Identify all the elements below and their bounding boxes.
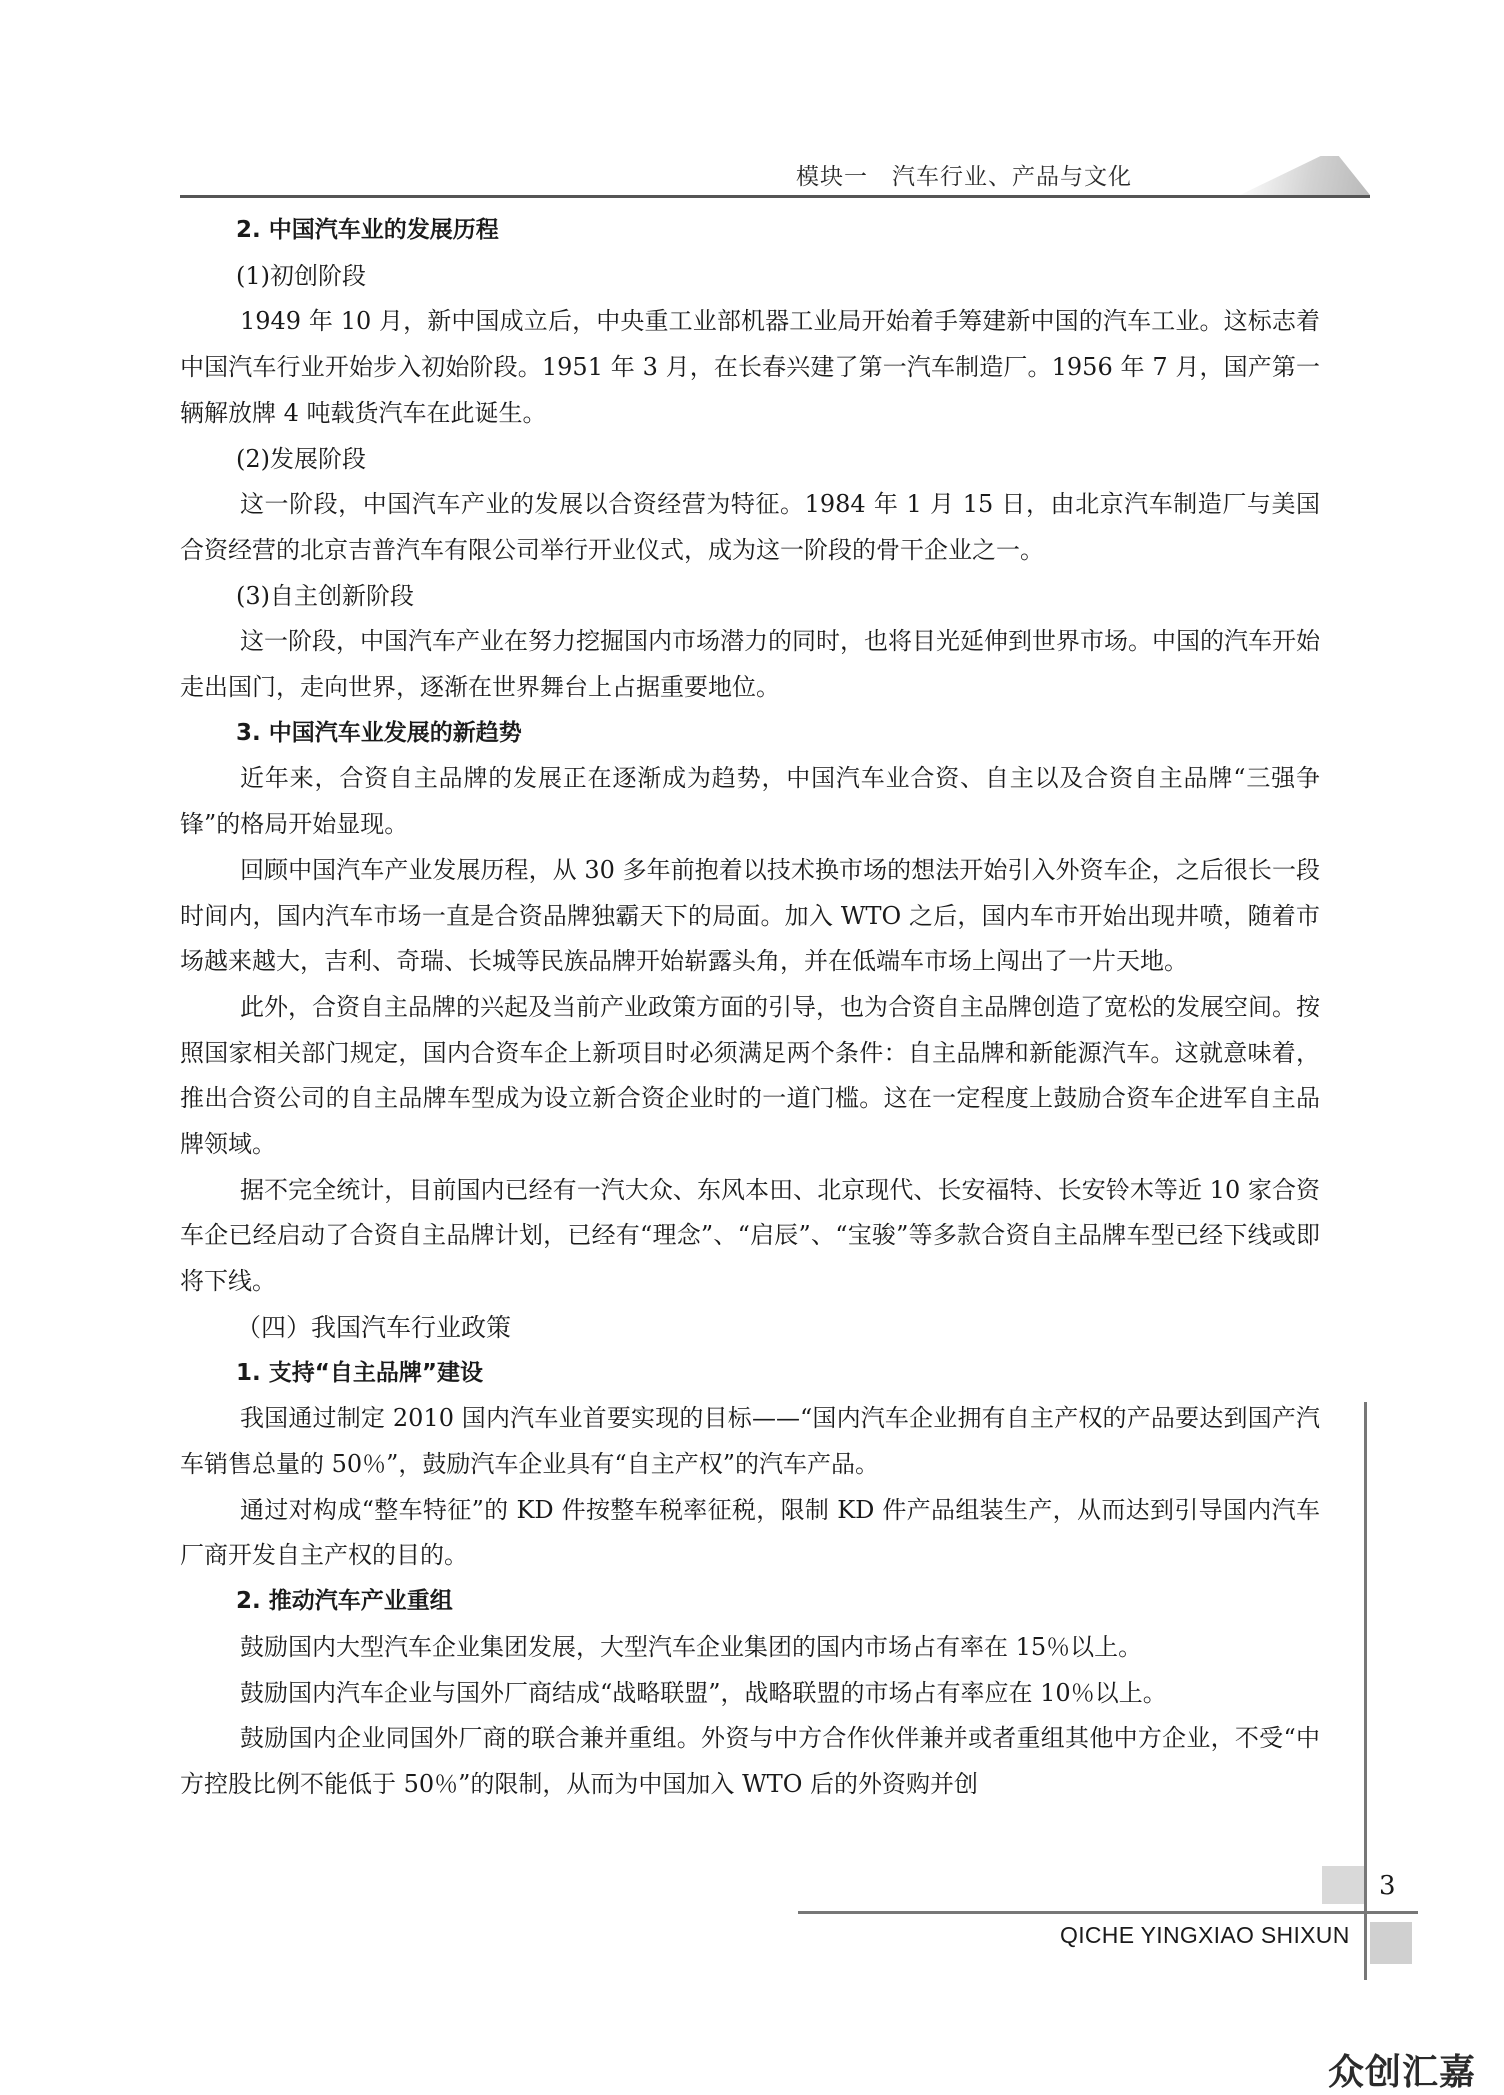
heading-trend: 3. 中国汽车业发展的新趋势 <box>236 719 522 746</box>
stage2-paragraph: 这一阶段，中国汽车产业的发展以合资经营为特征。1984 年 1 月 15 日，由北京汽车制造厂与美国合资经营的北京吉普汽车有限公司举行开业仪式，成为这一阶段的骨干企业之一。 <box>180 490 1320 564</box>
trend-paragraph-1: 近年来，合资自主品牌的发展正在逐渐成为趋势，中国汽车业合资、自主以及合资自主品牌“三强争锋”的格局开始显现。 <box>180 764 1320 839</box>
page-body <box>180 208 1320 1808</box>
header-rule <box>180 195 1370 198</box>
trend-paragraph-2: 回顾中国汽车产业发展历程，从 30 多年前抱着以技术换市场的想法开始引入外资车企，之后很长一段时间内，国内汽车市场一直是合资品牌独霸天下的局面。加入 WTO 之后，国内车市开始出现井喷，随着市场越来越大，吉利、奇瑞、长城等民族品牌开始崭露头角，并在低端车市场上闯出了一片天地。 <box>180 855 1320 976</box>
heading-policy-2: 2. 推动汽车产业重组 <box>236 1588 453 1615</box>
section-title-policy: （四）我国汽车行业政策 <box>236 1312 512 1342</box>
heading-history: 2. 中国汽车业的发展历程 <box>236 217 499 243</box>
stage1-paragraph: 1949 年 10 月，新中国成立后，中央重工业部机器工业局开始着手筹建新中国的汽车工业。这标志着中国汽车行业开始步入初始阶段。1951 年 3 月，在长春兴建了第一汽车制造厂。1956 年 7 月，国产第一辆解放牌 4 吨载货汽车在此诞生。 <box>180 307 1320 427</box>
page-number: 3 <box>1379 1871 1396 1901</box>
footer-rule <box>798 1911 1418 1914</box>
trend-paragraph-4: 据不完全统计，目前国内已经有一汽大众、东风本田、北京现代、长安福特、长安铃木等近 10 家合资车企已经启动了合资自主品牌计划，已经有“理念”、“启辰”、“宝骏”等多款合资自主品牌车型已经下线或即将下线。 <box>180 1175 1320 1296</box>
policy1-paragraph-2: 通过对构成“整车特征”的 KD 件按整车税率征税，限制 KD 件产品组装生产，从而达到引导国内汽车厂商开发自主产权的目的。 <box>180 1495 1320 1570</box>
policy2-paragraph-1: 鼓励国内大型汽车企业集团发展，大型汽车企业集团的国内市场占有率在 15％以上。 <box>240 1632 1143 1661</box>
stage3-paragraph: 这一阶段，中国汽车产业在努力挖掘国内市场潜力的同时，也将目光延伸到世界市场。中国的汽车开始走出国门，走向世界，逐渐在世界舞台上占据重要地位。 <box>180 627 1320 702</box>
footer-book-title: QICHE YINGXIAO SHIXUN <box>1060 1922 1350 1948</box>
policy2-paragraph-3: 鼓励国内企业同国外厂商的联合兼并重组。外资与中方合作伙伴兼并或者重组其他中方企业，不受“中方控股比例不能低于 50％”的限制，从而为中国加入 WTO 后的外资购并创 <box>180 1724 1320 1798</box>
stage1-title: (1)初创阶段 <box>236 261 366 290</box>
policy1-paragraph-1: 我国通过制定 2010 国内汽车业首要实现的目标——“国内汽车企业拥有自主产权的产品要达到国产汽车销售总量的 50％”，鼓励汽车企业具有“自主产权”的汽车产品。 <box>180 1404 1320 1478</box>
stage3-title: (3)自主创新阶段 <box>236 581 414 610</box>
page-box-decoration <box>1322 1866 1364 1904</box>
heading-policy-1: 1. 支持“自主品牌”建设 <box>236 1359 483 1386</box>
trend-paragraph-3: 此外，合资自主品牌的兴起及当前产业政策方面的引导，也为合资自主品牌创造了宽松的发展空间。按照国家相关部门规定，国内合资车企上新项目时必须满足两个条件：自主品牌和新能源汽车。这就意味着，推出合资公司的自主品牌车型成为设立新合资企业时的一道门槛。这在一定程度上鼓励合资车企进军自主品牌领域。 <box>180 992 1320 1159</box>
page-header <box>180 150 1370 198</box>
policy2-paragraph-2: 鼓励国内汽车企业与国外厂商结成“战略联盟”，战略联盟的市场占有率应在 10％以上。 <box>240 1678 1167 1707</box>
header-title: 模块一 汽车行业、产品与文化 <box>796 164 1132 190</box>
header-decoration <box>1240 156 1370 195</box>
footer-box-decoration <box>1370 1922 1412 1964</box>
stage2-title: (2)发展阶段 <box>236 444 366 473</box>
watermark-logo: 众创汇嘉 <box>1328 2052 1477 2093</box>
side-rule <box>1364 1402 1367 1980</box>
